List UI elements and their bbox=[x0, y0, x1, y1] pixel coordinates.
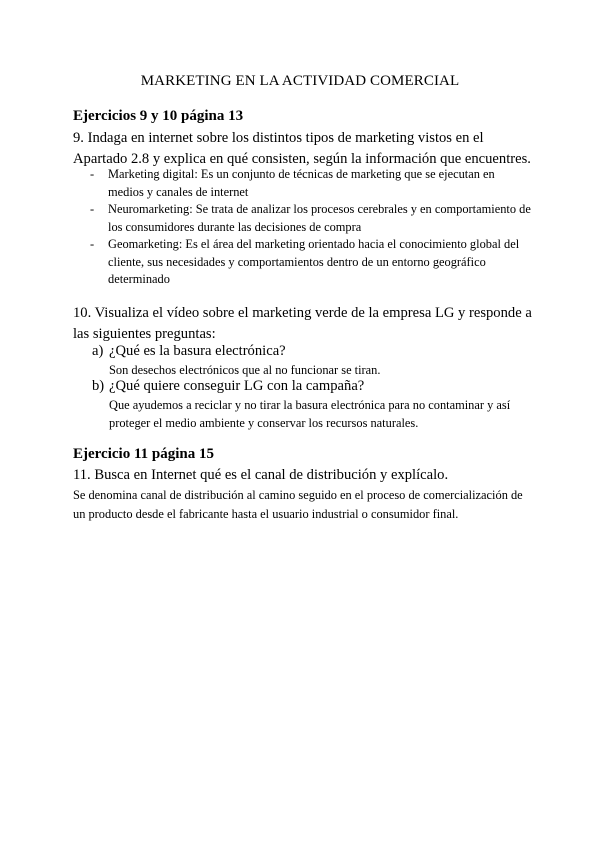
document-title: MARKETING EN LA ACTIVIDAD COMERCIAL bbox=[140, 73, 460, 89]
marketing-types-list bbox=[92, 166, 532, 289]
list-item bbox=[92, 201, 532, 236]
sub-answer-a: Son desechos electrónicos que al no funcionar se tiran. bbox=[109, 363, 381, 377]
sub-answer-b: Que ayudemos a reciclar y no tirar la basura electrónica para no contaminar y así proteger el medio ambiente y conservar los recursos naturales. bbox=[109, 398, 511, 430]
bullet-dash: - bbox=[90, 167, 95, 181]
list-item bbox=[92, 166, 532, 201]
sub-question-text: ¿Qué quiere conseguir LG con la campaña? bbox=[109, 378, 365, 394]
sub-question-b bbox=[92, 376, 364, 397]
question-10: 10. Visualiza el vídeo sobre el marketing verde de la empresa LG y responde a las siguientes preguntas: bbox=[73, 305, 532, 342]
sub-question-a bbox=[92, 341, 286, 362]
bullet-text: Geomarketing: Es el área del marketing orientado hacia el conocimiento global del cliente, sus necesidades y comportamientos dentro de un entorno geográfico determinado bbox=[108, 237, 520, 286]
question-9: 9. Indaga en internet sobre los distintos tipos de marketing vistos en el Apartado 2.8 y explica en qué consisten, según la información que encuentres. bbox=[73, 130, 531, 167]
bullet-dash: - bbox=[90, 202, 95, 216]
section-heading-ejercicio-11: Ejercicio 11 página 15 bbox=[73, 446, 214, 462]
answer-11: Se denomina canal de distribución al camino seguido en el proceso de comercialización de un producto desde el fabricante hasta el usuario industrial o consumidor final. bbox=[73, 488, 523, 521]
sub-question-text: ¿Qué es la basura electrónica? bbox=[109, 343, 286, 359]
bullet-text: Marketing digital: Es un conjunto de técnicas de marketing que se ejecutan en medios y canales de internet bbox=[108, 167, 495, 199]
list-item bbox=[92, 236, 532, 289]
sub-question-marker: b) bbox=[92, 378, 105, 394]
question-11: 11. Busca en Internet qué es el canal de distribución y explícalo. bbox=[73, 467, 449, 483]
bullet-dash: - bbox=[90, 237, 95, 251]
bullet-text: Neuromarketing: Se trata de analizar los procesos cerebrales y en comportamiento de los consumidores durante las decisiones de compra bbox=[108, 202, 531, 234]
sub-question-marker: a) bbox=[92, 343, 104, 359]
section-heading-ejercicios-9-10: Ejercicios 9 y 10 página 13 bbox=[73, 108, 244, 124]
